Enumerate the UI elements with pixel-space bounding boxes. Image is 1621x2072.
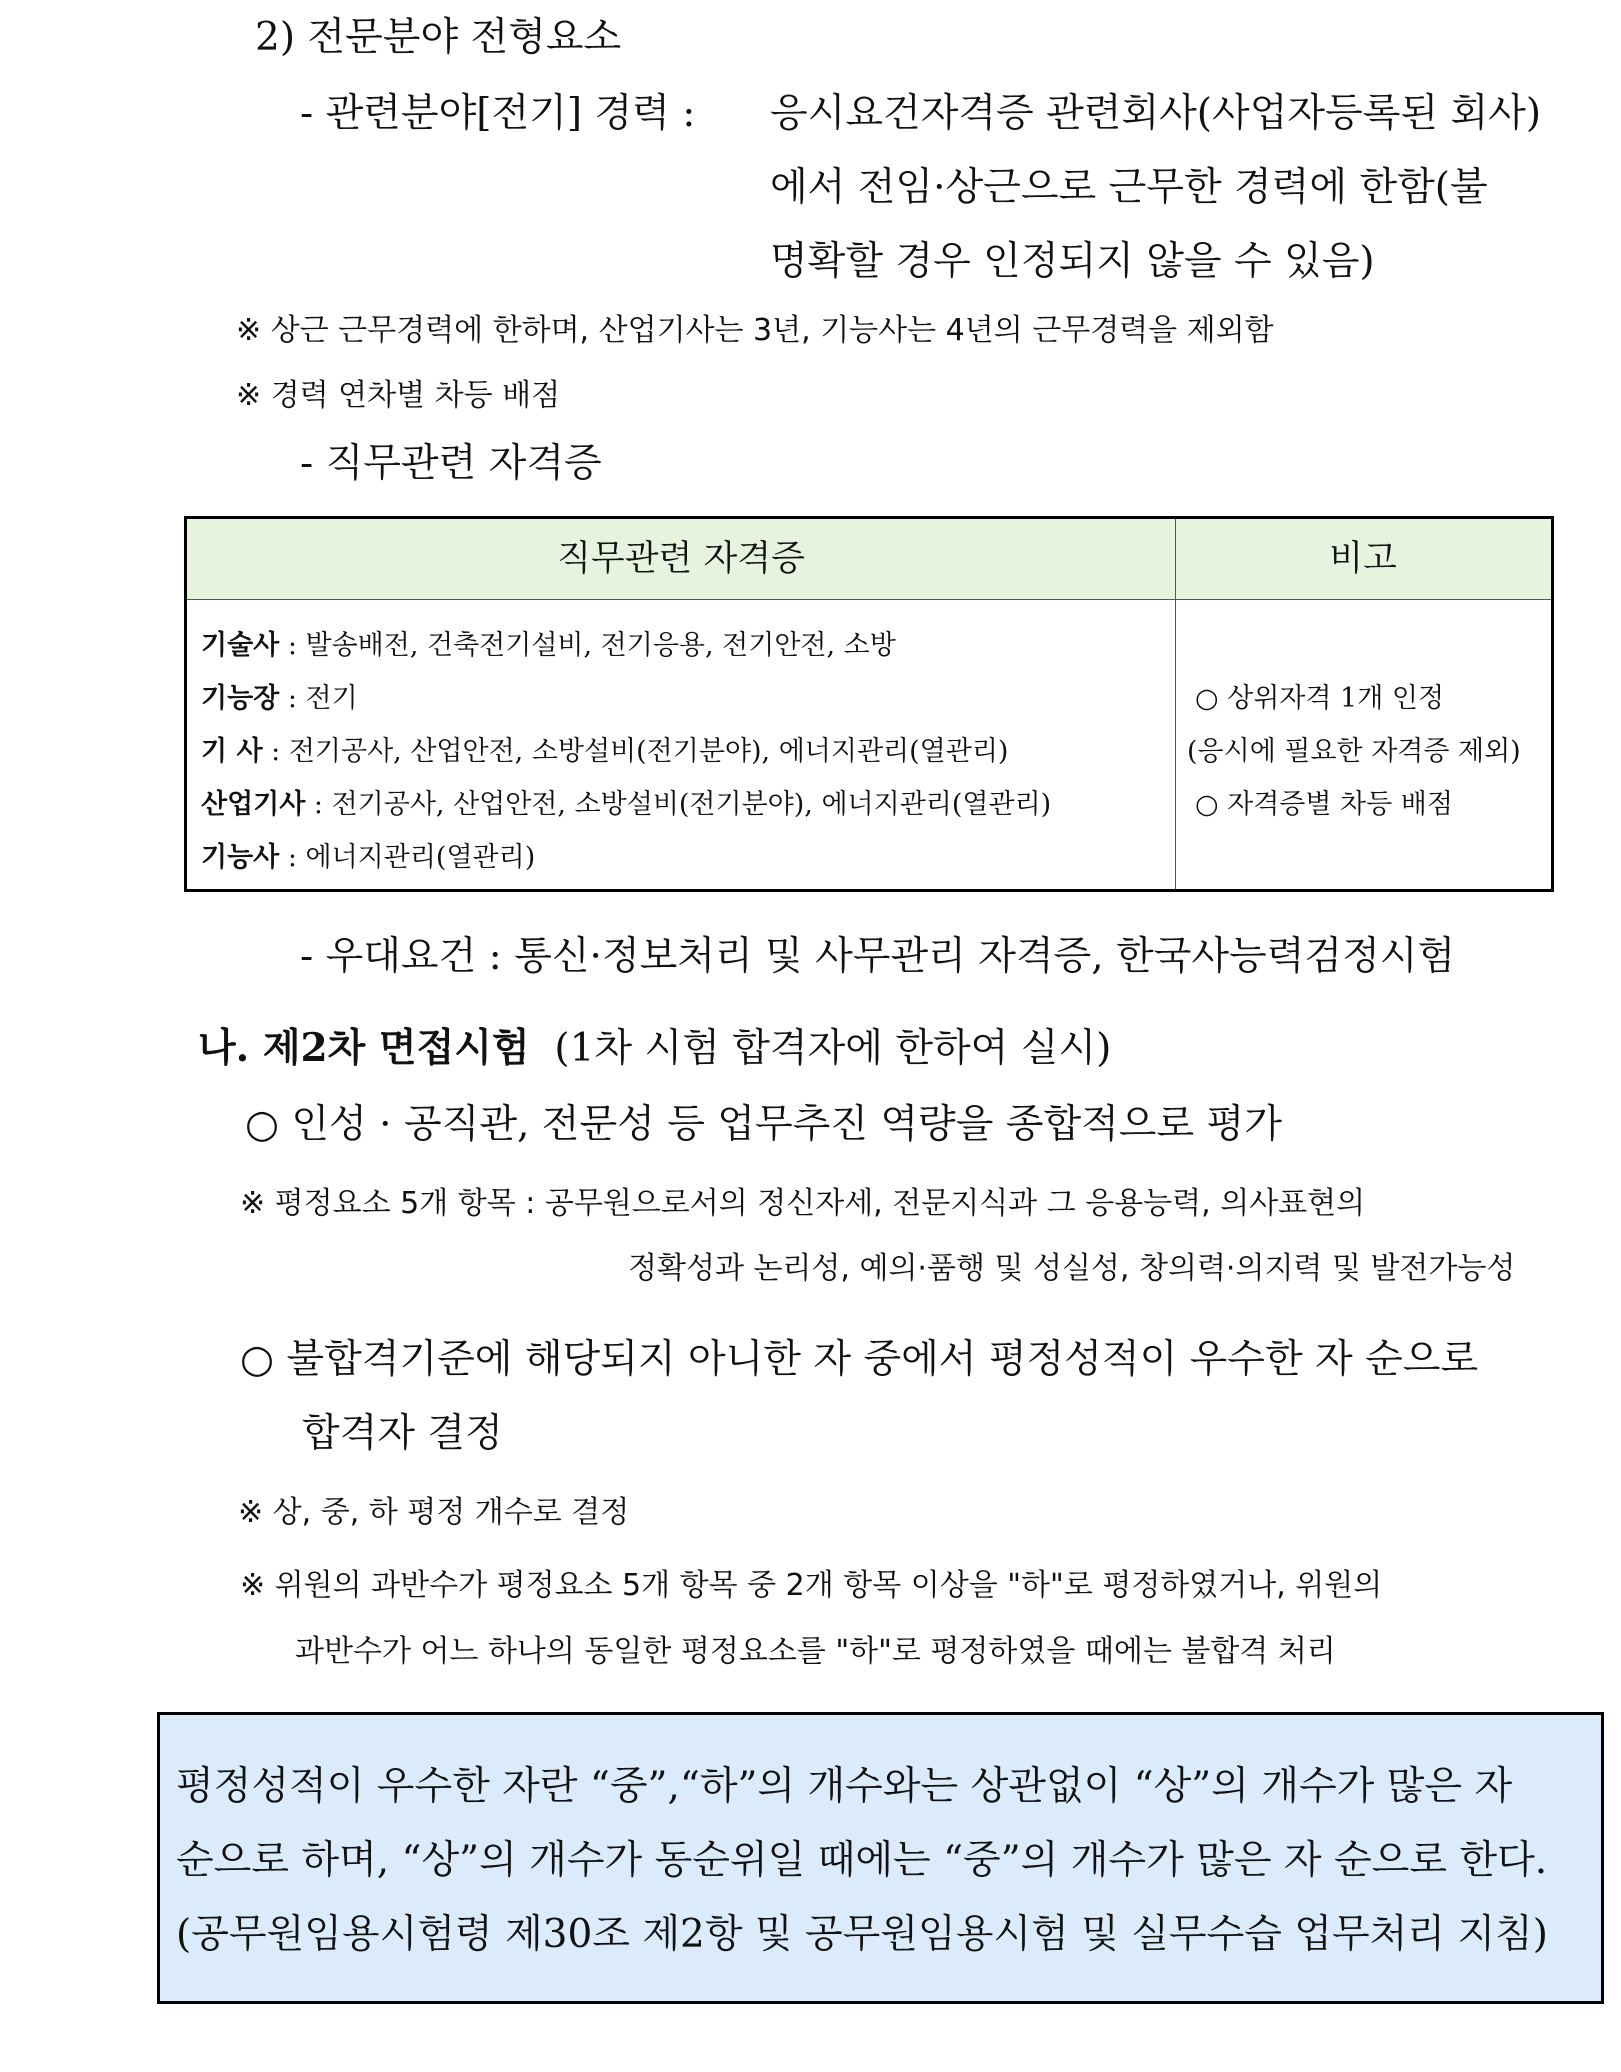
eval-note-line-2: 정확성과 논리성, 예의·품행 및 성실성, 창의력·의지력 및 발전가능성 [628, 1251, 1516, 1286]
cert-row-label: 기능사 [201, 842, 280, 873]
criteria-box-line-3: (공무원임용시험령 제30조 제2항 및 공무원임용시험 및 실무수습 업무처리 지침) [176, 1912, 1548, 1957]
career-line-3: 명확할 경우 인정되지 않을 수 있음) [770, 239, 1375, 284]
cert-row [201, 729, 1008, 768]
cert-row-text: : 에너지관리(열관리) [279, 842, 536, 873]
career-note-1: ※ 상근 근무경력에 한하며, 산업기사는 3년, 기능사는 4년의 근무경력을 제외함 [236, 313, 1274, 348]
criteria-box-line-2: 순으로 하며, “상”의 개수가 동순위일 때에는 “중”의 개수가 많은 자 순으로 한다. [176, 1838, 1548, 1883]
cert-row [201, 676, 358, 715]
cert-row-text: : 전기공사, 산업안전, 소방설비(전기분야), 에너지관리(열관리) [305, 789, 1052, 820]
cert-table-header-remark: 비고 [1329, 539, 1397, 579]
career-line-1: 응시요건자격증 관련회사(사업자등록된 회사) [770, 91, 1542, 136]
cert-row-label: 산업기사 [201, 789, 306, 820]
cert-row-label: 기술사 [201, 630, 280, 661]
grade-note: ※ 상, 중, 하 평정 개수로 결정 [238, 1495, 630, 1530]
career-note-2: ※ 경력 연차별 차등 배점 [236, 378, 561, 413]
cert-remark-3: ○ 자격증별 차등 배점 [1195, 789, 1453, 820]
cert-row-text: : 발송배전, 건축전기설비, 전기응용, 전기안전, 소방 [279, 630, 896, 661]
interview-bullet-1: ○ 인성 · 공직관, 전문성 등 업무추진 역량을 종합적으로 평가 [245, 1102, 1282, 1147]
cert-table-header-cert: 직무관련 자격증 [557, 539, 805, 579]
cert-row-text: : 전기 [279, 683, 358, 714]
section-heading: 2) 전문분야 전형요소 [255, 15, 622, 60]
interview-heading-bold: 나. 제2차 면접시험 [198, 1025, 530, 1071]
cert-heading: - 직무관련 자격증 [300, 441, 602, 486]
criteria-box [157, 1712, 1604, 2004]
cert-row [201, 782, 1051, 821]
interview-bullet-2-line-2: 합격자 결정 [302, 1411, 503, 1456]
career-line-2: 에서 전임·상근으로 근무한 경력에 한함(불 [770, 165, 1488, 210]
fail-note-line-2: 과반수가 어느 하나의 동일한 평정요소를 "하"로 평정하였을 때에는 불합격 처리 [295, 1634, 1336, 1669]
cert-row-label: 기 사 [201, 736, 263, 767]
cert-row [201, 623, 896, 662]
criteria-box-line-1: 평정성적이 우수한 자란 “중”,“하”의 개수와는 상관없이 “상”의 개수가 많은 자 [176, 1764, 1513, 1809]
cert-remark-1: ○ 상위자격 1개 인정 [1195, 683, 1445, 714]
preference-line: - 우대요건 : 통신·정보처리 및 사무관리 자격증, 한국사능력검정시험 [300, 934, 1456, 979]
cert-table [184, 516, 1554, 892]
interview-heading [198, 1017, 1111, 1073]
eval-note-line-1: ※ 평정요소 5개 항목 : 공무원으로서의 정신자세, 전문지식과 그 응용능력, 의사표현의 [240, 1186, 1366, 1221]
cert-row-text: : 전기공사, 산업안전, 소방설비(전기분야), 에너지관리(열관리) [262, 736, 1009, 767]
fail-note-line-1: ※ 위원의 과반수가 평정요소 5개 항목 중 2개 항목 이상을 "하"로 평정하였거나, 위원의 [240, 1568, 1383, 1603]
interview-heading-rest: (1차 시험 합격자에 한하여 실시) [554, 1026, 1112, 1071]
career-label: - 관련분야[전기] 경력 : [300, 91, 696, 136]
cert-row [201, 835, 535, 874]
interview-bullet-2-line-1: ○ 불합격기준에 해당되지 아니한 자 중에서 평정성적이 우수한 자 순으로 [240, 1337, 1479, 1382]
cert-row-label: 기능장 [201, 683, 280, 714]
cert-remark-2: (응시에 필요한 자격증 제외) [1187, 736, 1521, 767]
